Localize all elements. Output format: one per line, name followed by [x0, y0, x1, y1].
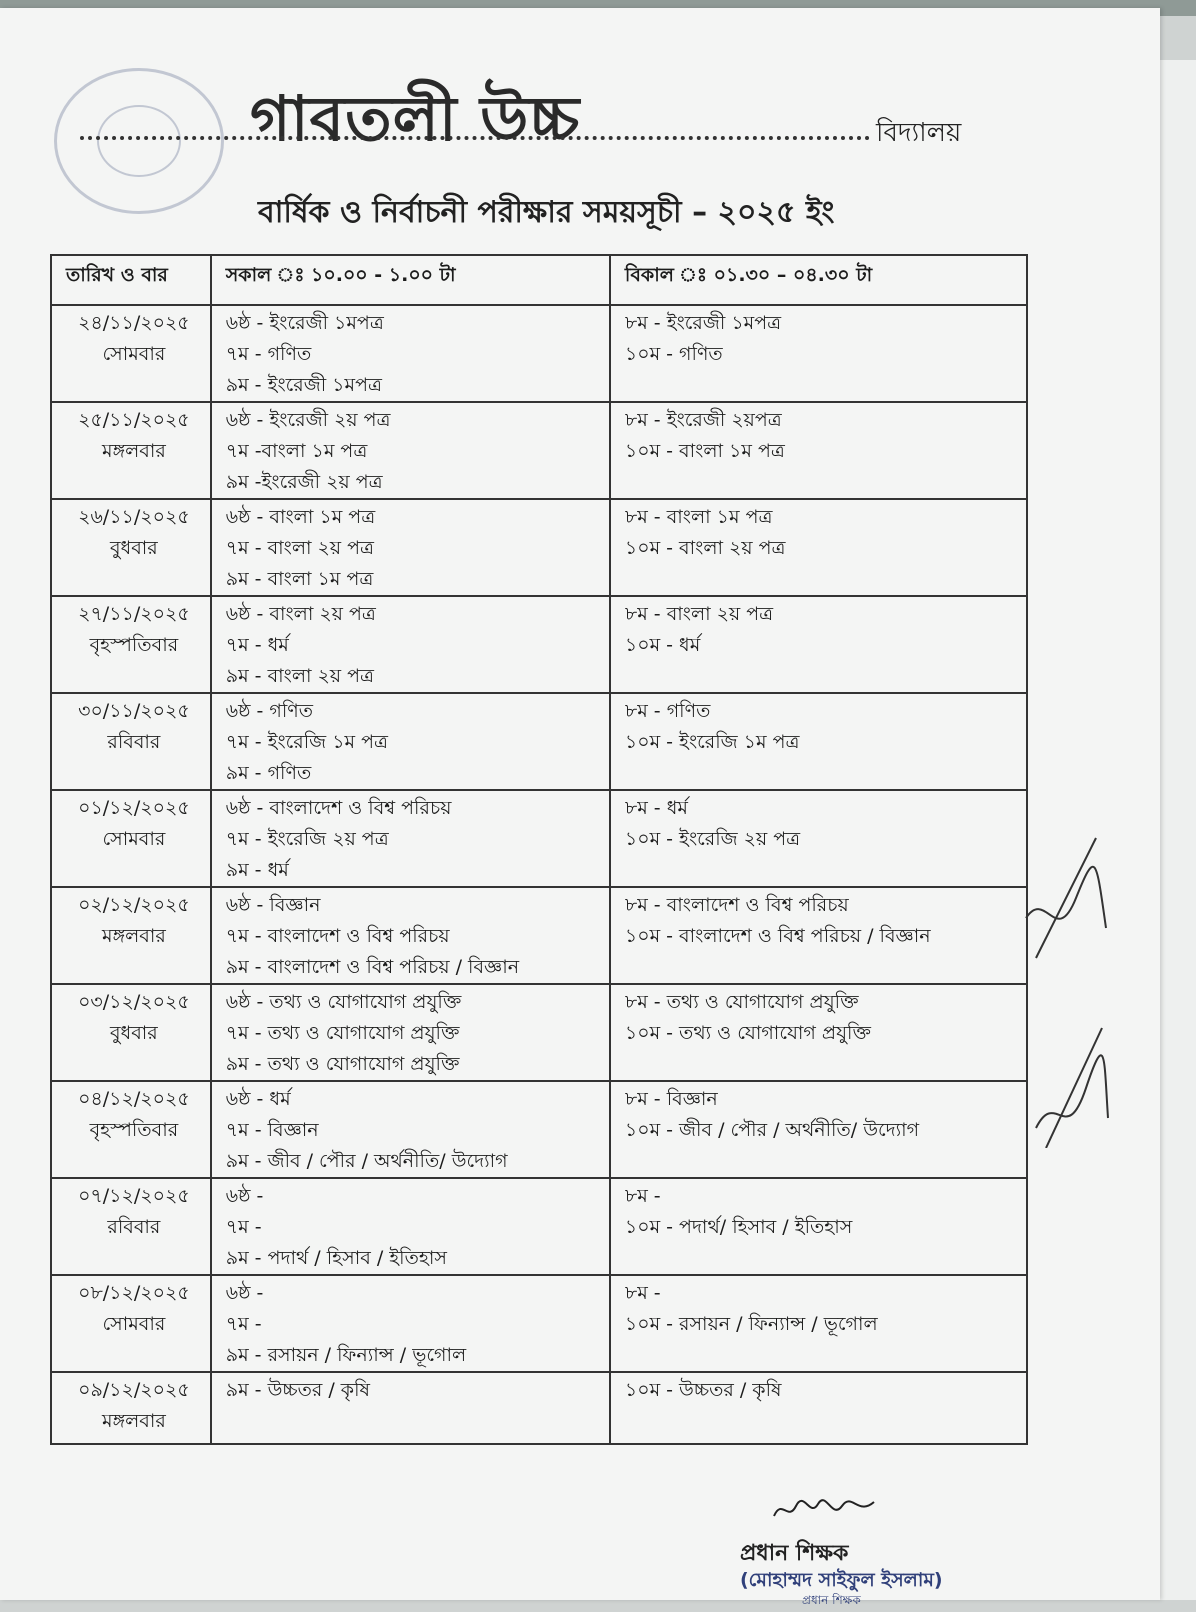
- document-title: বার্ষিক ও নির্বাচনী পরীক্ষার সময়সূচী – ২০২৫ ইং: [258, 195, 835, 230]
- dotted-fill-line: [80, 136, 870, 140]
- table-row: [51, 693, 1027, 790]
- afternoon-exam-entry: ১০ম - গণিত: [624, 343, 723, 365]
- date-cell: [51, 790, 211, 887]
- afternoon-exam-entry: ১০ম - রসায়ন / ফিন্যান্স / ভূগোল: [624, 1313, 878, 1335]
- table-row: [51, 790, 1027, 887]
- table-row: [51, 499, 1027, 596]
- morning-exam-entry: ৯ম - তথ্য ও যোগাযোগ প্রযুক্তি: [225, 1053, 460, 1075]
- exam-date: ০১/১২/২০২৫: [78, 797, 190, 819]
- date-cell: [51, 596, 211, 693]
- exam-schedule-table: [50, 254, 1028, 1445]
- exam-date: ২৫/১১/২০২৫: [78, 409, 190, 431]
- date-cell: [51, 1178, 211, 1275]
- exam-date: ০৪/১২/২০২৫: [78, 1088, 190, 1110]
- morning-session-cell: [211, 790, 610, 887]
- date-cell: [51, 1081, 211, 1178]
- school-seal-stamp: [54, 68, 224, 214]
- exam-weekday: বুধবার: [109, 1022, 158, 1044]
- morning-exam-entry: ৬ষ্ঠ - বিজ্ঞান: [225, 894, 321, 916]
- afternoon-session-cell: [610, 305, 1027, 402]
- exam-weekday: মঙ্গলবার: [101, 1410, 166, 1432]
- morning-session-cell: [211, 887, 610, 984]
- table-row: [51, 402, 1027, 499]
- exam-date: ২৪/১১/২০২৫: [78, 312, 190, 334]
- morning-session-cell: [211, 305, 610, 402]
- morning-exam-entry: ৭ম - বিজ্ঞান: [225, 1119, 319, 1141]
- afternoon-session-cell: [610, 1081, 1027, 1178]
- morning-exam-entry: ৯ম - জীব / পৌর / অর্থনীতি/ উদ্যোগ: [225, 1150, 508, 1172]
- exam-date: ২৭/১১/২০২৫: [78, 603, 190, 625]
- afternoon-exam-entry: ৮ম - ধর্ম: [624, 797, 688, 819]
- afternoon-session-cell: [610, 402, 1027, 499]
- afternoon-session-cell: [610, 499, 1027, 596]
- headmaster-stamp-name: (মোহাম্মদ সাইফুল ইসলাম): [740, 1569, 943, 1591]
- morning-exam-entry: ৯ম - ধর্ম: [225, 859, 289, 881]
- header-date: তারিখ ও বার: [51, 255, 211, 305]
- morning-session-cell: [211, 1275, 610, 1372]
- exam-date: ০৭/১২/২০২৫: [78, 1185, 190, 1207]
- table-row: [51, 1275, 1027, 1372]
- school-name: গাবতলী উচ্চ: [250, 82, 581, 155]
- table-row: [51, 1178, 1027, 1275]
- date-cell: [51, 693, 211, 790]
- morning-exam-entry: ৬ষ্ঠ - ইংরেজী ২য় পত্র: [225, 409, 391, 431]
- exam-weekday: সোমবার: [102, 828, 166, 850]
- date-cell: [51, 499, 211, 596]
- afternoon-exam-entry: ১০ম - বাংলা ২য় পত্র: [624, 537, 786, 559]
- morning-exam-entry: ৯ম - বাংলা ১ম পত্র: [225, 568, 374, 590]
- afternoon-session-cell: [610, 693, 1027, 790]
- morning-exam-entry: ৬ষ্ঠ - গণিত: [225, 700, 314, 722]
- afternoon-exam-entry: ৮ম -: [624, 1282, 661, 1304]
- morning-exam-entry: ৬ষ্ঠ - ইংরেজী ১মপত্র: [225, 312, 384, 334]
- morning-exam-entry: ৭ম - তথ্য ও যোগাযোগ প্রযুক্তি: [225, 1022, 460, 1044]
- exam-date: ০২/১২/২০২৫: [78, 894, 190, 916]
- date-cell: [51, 305, 211, 402]
- exam-date: ৩০/১১/২০২৫: [78, 700, 190, 722]
- morning-exam-entry: ৬ষ্ঠ - বাংলাদেশ ও বিশ্ব পরিচয়: [225, 797, 452, 819]
- afternoon-exam-entry: ১০ম - উচ্চতর / কৃষি: [624, 1379, 782, 1401]
- table-row: [51, 984, 1027, 1081]
- afternoon-exam-entry: ১০ম - বাংলা ১ম পত্র: [624, 440, 785, 462]
- afternoon-exam-entry: ১০ম - পদার্থ/ হিসাব / ইতিহাস: [624, 1216, 853, 1238]
- date-cell: [51, 402, 211, 499]
- afternoon-session-cell: [610, 1275, 1027, 1372]
- afternoon-exam-entry: ৮ম - বাংলা ২য় পত্র: [624, 603, 774, 625]
- morning-exam-entry: ৬ষ্ঠ -: [225, 1185, 264, 1207]
- header-afternoon: বিকাল ঃ ০১.৩০ – ০৪.৩০ টা: [610, 255, 1027, 305]
- afternoon-exam-entry: ৮ম - গণিত: [624, 700, 711, 722]
- morning-exam-entry: ৬ষ্ঠ - বাংলা ১ম পত্র: [225, 506, 376, 528]
- afternoon-exam-entry: ১০ম - বাংলাদেশ ও বিশ্ব পরিচয় / বিজ্ঞান: [624, 925, 931, 947]
- afternoon-session-cell: [610, 596, 1027, 693]
- exam-weekday: সোমবার: [102, 1313, 166, 1335]
- afternoon-session-cell: [610, 790, 1027, 887]
- morning-exam-entry: ৯ম - বাংলা ২য় পত্র: [225, 665, 374, 687]
- afternoon-exam-entry: ১০ম - ইংরেজি ১ম পত্র: [624, 731, 800, 753]
- exam-date: ০৯/১২/২০২৫: [78, 1379, 190, 1401]
- afternoon-exam-entry: ৮ম - বাংলা ১ম পত্র: [624, 506, 773, 528]
- exam-weekday: মঙ্গলবার: [101, 925, 166, 947]
- table-row: [51, 887, 1027, 984]
- morning-exam-entry: ৭ম -বাংলা ১ম পত্র: [225, 440, 368, 462]
- school-seal-inner-ring: [97, 105, 181, 177]
- table-row: [51, 1081, 1027, 1178]
- school-name-suffix: বিদ্যালয়: [876, 118, 962, 148]
- afternoon-exam-entry: ৮ম - বিজ্ঞান: [624, 1088, 718, 1110]
- exam-weekday: রবিবার: [107, 1216, 161, 1238]
- afternoon-exam-entry: ৮ম - তথ্য ও যোগাযোগ প্রযুক্তি: [624, 991, 859, 1013]
- exam-weekday: বুধবার: [109, 537, 158, 559]
- afternoon-exam-entry: ৮ম - বাংলাদেশ ও বিশ্ব পরিচয়: [624, 894, 849, 916]
- morning-exam-entry: ৭ম - বাংলাদেশ ও বিশ্ব পরিচয়: [225, 925, 450, 947]
- headmaster-stamp-role: প্রধান শিক্ষক: [802, 1593, 861, 1607]
- morning-exam-entry: ৯ম - উচ্চতর / কৃষি: [225, 1379, 370, 1401]
- morning-exam-entry: ৬ষ্ঠ - বাংলা ২য় পত্র: [225, 603, 376, 625]
- morning-exam-entry: ৭ম -: [225, 1216, 262, 1238]
- header-morning: সকাল ঃ ১০.০০ - ১.০০ টা: [211, 255, 610, 305]
- date-cell: [51, 887, 211, 984]
- date-cell: [51, 1372, 211, 1444]
- headmaster-title: প্রধান শিক্ষক: [740, 1541, 849, 1566]
- afternoon-session-cell: [610, 887, 1027, 984]
- exam-date: ০৮/১২/২০২৫: [78, 1282, 190, 1304]
- handwritten-signature: [770, 1494, 880, 1524]
- morning-exam-entry: ৯ম - ইংরেজী ১মপত্র: [225, 374, 382, 396]
- date-cell: [51, 984, 211, 1081]
- morning-session-cell: [211, 1178, 610, 1275]
- afternoon-exam-entry: ১০ম - জীব / পৌর / অর্থনীতি/ উদ্যোগ: [624, 1119, 920, 1141]
- exam-date: ২৬/১১/২০২৫: [78, 506, 190, 528]
- afternoon-session-cell: [610, 1178, 1027, 1275]
- morning-exam-entry: ৯ম -ইংরেজী ২য় পত্র: [225, 471, 383, 493]
- morning-exam-entry: ৬ষ্ঠ - ধর্ম: [225, 1088, 291, 1110]
- morning-session-cell: [211, 499, 610, 596]
- morning-session-cell: [211, 984, 610, 1081]
- afternoon-exam-entry: ১০ম - তথ্য ও যোগাযোগ প্রযুক্তি: [624, 1022, 871, 1044]
- afternoon-exam-entry: ৮ম - ইংরেজী ২য়পত্র: [624, 409, 782, 431]
- table-row: [51, 305, 1027, 402]
- morning-exam-entry: ৯ম - গণিত: [225, 762, 312, 784]
- document-page: [0, 8, 1160, 1607]
- margin-handwritten-marks: [1016, 828, 1116, 1148]
- morning-session-cell: [211, 1372, 610, 1444]
- morning-exam-entry: ৭ম - ধর্ম: [225, 634, 289, 656]
- morning-exam-entry: ৭ম - বাংলা ২য় পত্র: [225, 537, 375, 559]
- morning-exam-entry: ৯ম - পদার্থ / হিসাব / ইতিহাস: [225, 1247, 447, 1269]
- morning-exam-entry: ৭ম - গণিত: [225, 343, 312, 365]
- afternoon-session-cell: [610, 984, 1027, 1081]
- afternoon-exam-entry: ৮ম - ইংরেজী ১মপত্র: [624, 312, 782, 334]
- signature-block: [740, 1494, 970, 1607]
- table-header-row: [51, 255, 1027, 305]
- table-row: [51, 596, 1027, 693]
- date-cell: [51, 1275, 211, 1372]
- morning-exam-entry: ৭ম - ইংরেজি ১ম পত্র: [225, 731, 388, 753]
- morning-exam-entry: ৯ম - বাংলাদেশ ও বিশ্ব পরিচয় / বিজ্ঞান: [225, 956, 520, 978]
- morning-exam-entry: ৬ষ্ঠ -: [225, 1282, 264, 1304]
- morning-exam-entry: ৭ম -: [225, 1313, 262, 1335]
- exam-weekday: বৃহস্পতিবার: [89, 1119, 179, 1141]
- exam-weekday: মঙ্গলবার: [101, 440, 166, 462]
- morning-exam-entry: ৬ষ্ঠ - তথ্য ও যোগাযোগ প্রযুক্তি: [225, 991, 462, 1013]
- exam-weekday: বৃহস্পতিবার: [89, 634, 179, 656]
- afternoon-exam-entry: ১০ম - ইংরেজি ২য় পত্র: [624, 828, 801, 850]
- afternoon-exam-entry: ৮ম -: [624, 1185, 661, 1207]
- morning-session-cell: [211, 693, 610, 790]
- afternoon-exam-entry: ১০ম - ধর্ম: [624, 634, 701, 656]
- morning-session-cell: [211, 402, 610, 499]
- morning-session-cell: [211, 596, 610, 693]
- table-row: [51, 1372, 1027, 1444]
- morning-session-cell: [211, 1081, 610, 1178]
- exam-weekday: রবিবার: [107, 731, 161, 753]
- afternoon-session-cell: [610, 1372, 1027, 1444]
- exam-weekday: সোমবার: [102, 343, 166, 365]
- morning-exam-entry: ৯ম - রসায়ন / ফিন্যান্স / ভূগোল: [225, 1344, 467, 1366]
- exam-date: ০৩/১২/২০২৫: [78, 991, 190, 1013]
- morning-exam-entry: ৭ম - ইংরেজি ২য় পত্র: [225, 828, 389, 850]
